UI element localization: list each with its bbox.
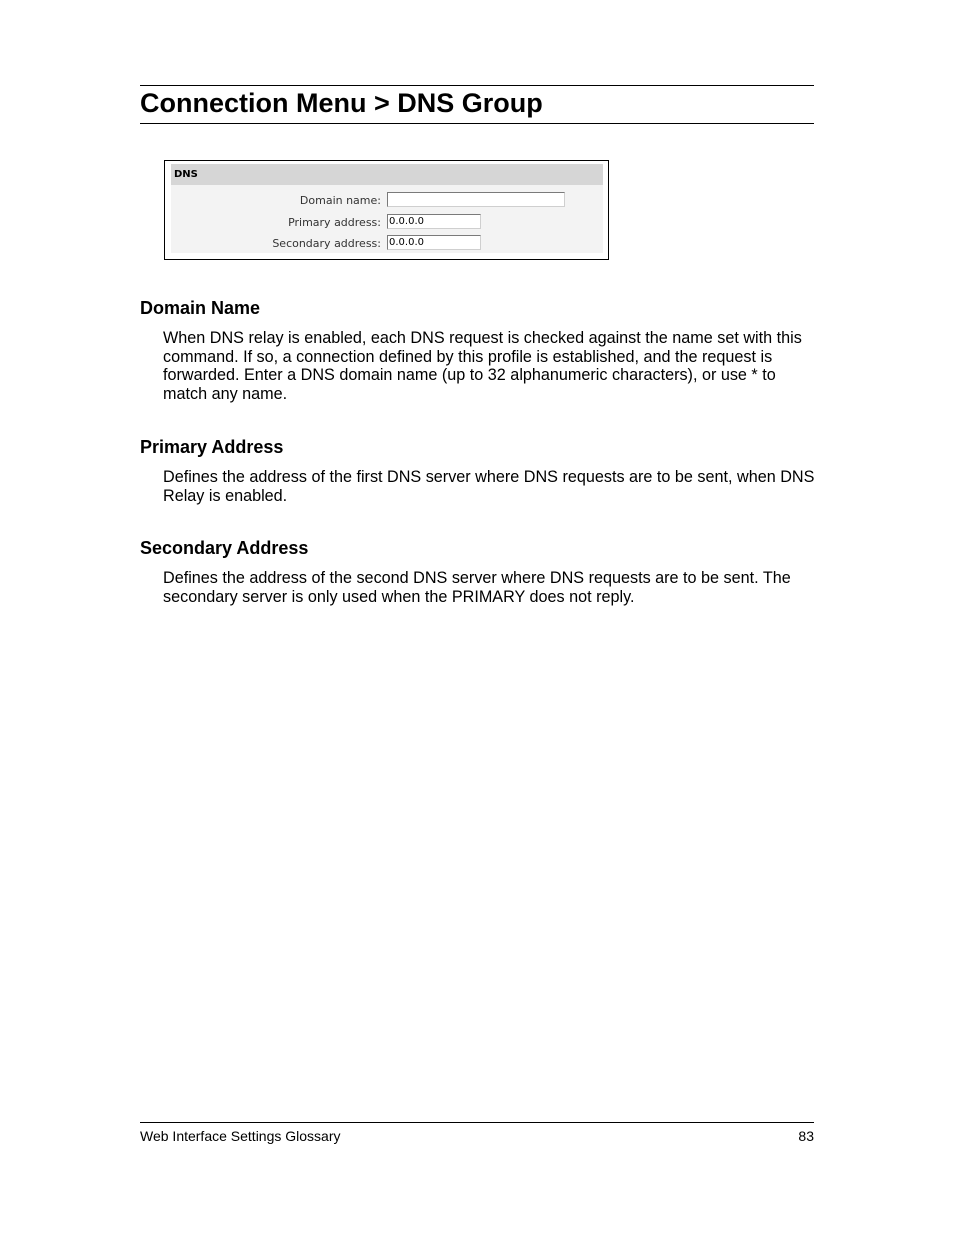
page-title-block	[140, 85, 814, 124]
domain-name-field[interactable]	[387, 192, 565, 207]
domain-name-description: When DNS relay is enabled, each DNS request is checked against the name set with this command. If so, a connection defined by this profile is established, and the request is forwarded. Enter a DNS domain name (up to 32 alphanumeric characters), or use * to match any name.	[163, 329, 802, 404]
primary-address-description: Defines the address of the first DNS server where DNS requests are to be sent, when DNS Relay is enabled.	[163, 468, 815, 505]
domain-name-label: Domain name:	[299, 194, 381, 207]
secondary-address-row	[171, 235, 603, 253]
secondary-address-heading: Secondary Address	[140, 538, 309, 558]
page-title: Connection Menu > DNS Group	[140, 88, 543, 118]
primary-address-row	[171, 214, 603, 232]
primary-address-heading: Primary Address	[140, 437, 284, 457]
page-number: 83	[798, 1128, 814, 1144]
secondary-address-field[interactable]: 0.0.0.0	[387, 235, 481, 250]
secondary-address-description: Defines the address of the second DNS server where DNS requests are to be sent. The secondary server is only used when the PRIMARY does not reply.	[163, 569, 791, 606]
primary-address-label: Primary address:	[288, 216, 381, 229]
footer-doc-title: Web Interface Settings Glossary	[140, 1128, 341, 1144]
domain-name-row	[171, 192, 603, 210]
dns-settings-screenshot	[164, 160, 609, 260]
footer-divider	[140, 1122, 814, 1123]
primary-address-field[interactable]: 0.0.0.0	[387, 214, 481, 229]
secondary-address-label: Secondary address:	[272, 237, 381, 250]
panel-header	[171, 164, 603, 185]
panel-header-label: DNS	[174, 169, 198, 180]
domain-name-heading: Domain Name	[140, 298, 261, 318]
dns-settings-panel	[171, 164, 603, 253]
